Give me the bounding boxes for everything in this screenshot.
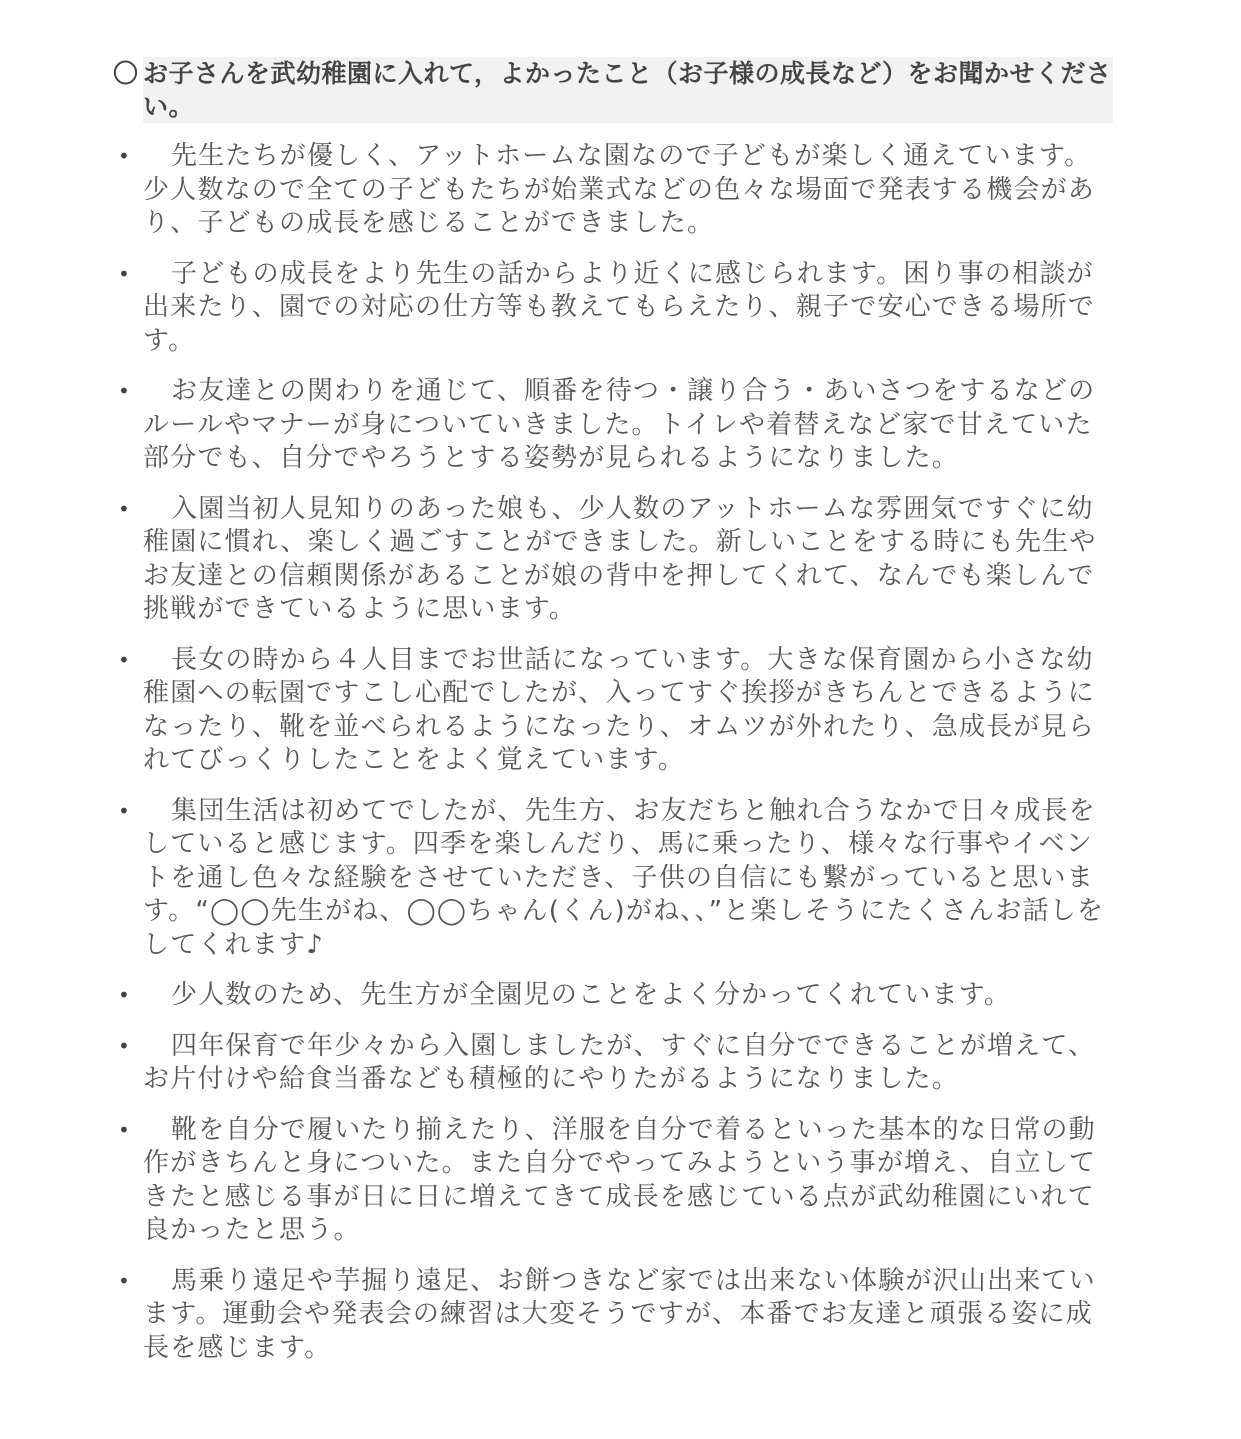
answer-text: 少人数のため、先生方が全園児のことをよく分かってくれています。 [171, 980, 1012, 1010]
answer-text: 子どもの成長をより先生の話からより近くに感じられます。困り事の相談が出来たり、園での対応の仕方等も教えてもらえたり、親子で安心できる場所です。 [143, 258, 1096, 356]
answer-item [118, 644, 1113, 778]
answer-text: 長女の時から４人目までお世話になっています。大きな保育園から小さな幼稚園への転園ですこし心配でしたが、入ってすぐ挨拶がきちんとできるようになったり、靴を並べられるようになったり、オムツが外れたり、急成長が見られてびっくりしたことをよく覚えています。 [143, 644, 1096, 775]
answer-text: 入園当初人見知りのあった娘も、少人数のアットホームな雰囲気ですぐに幼稚園に慣れ、楽しく過ごすことができました。新しいことをする時にも先生やお友達との信頼関係があることが娘の背中を押してくれて、なんでも楽しんで挑戦ができているように思います。 [143, 493, 1097, 624]
bullet-icon: • [118, 983, 130, 1007]
answer-item [118, 979, 1113, 1013]
answer-item [118, 1114, 1113, 1248]
answer-text: お友達との関わりを通じて、順番を待つ・譲り合う・あいさつをするなどのルールやマナーが身についていきました。トイレや着替えなど家で甘えていた部分でも、自分でやろうとする姿勢が見られるようになりました。 [143, 376, 1096, 473]
bullet-icon: • [118, 798, 130, 823]
answer-list [118, 140, 1113, 1382]
answer-text: 集団生活は初めてでしたが、先生方、お友だちと触れ合うなかで日々成長をしていると感じます。四季を楽しんだり、馬に乗ったり、様々な行事やイベントを通し色々な経験をさせていただき、子供の自信にも繋がっていると思います。“◯◯先生がね、◯◯ちゃん(くん)がね、、”と楽しそうにたくさんお話しをしてくれます♪ [143, 795, 1105, 960]
question-text: お子さんを武幼稚園に入れて，よかったこと（お子様の成長など）をお聞かせください。 [143, 59, 1112, 121]
bullet-icon: • [118, 496, 130, 521]
answer-item [118, 1030, 1113, 1097]
bullet-icon: • [118, 261, 130, 286]
answer-text: 靴を自分で履いたり揃えたり、洋服を自分で着るといった基本的な日常の動作がきちんと身についた。また自分でやってみようという事が増え、自立してきたと感じる事が日に日に増えてきて成長を感じている点が武幼稚園にいれて良かったと思う。 [143, 1114, 1097, 1245]
answer-item [118, 1265, 1113, 1366]
bullet-icon: • [118, 144, 130, 168]
answer-item [118, 140, 1113, 241]
bullet-icon: • [118, 647, 130, 672]
bullet-icon: • [118, 379, 130, 403]
bullet-icon: • [118, 1117, 130, 1142]
survey-question [113, 57, 1113, 123]
answer-text: 先生たちが優しく、アットホームな園なので子どもが楽しく通えています。少人数なので全ての子どもたちが始業式などの色々な場面で発表する機会があり、子どもの成長を感じることができました。 [143, 141, 1096, 238]
answer-item [118, 795, 1113, 963]
answer-text: 馬乗り遠足や芋掘り遠足、お餅つきなど家では出来ない体験が沢山出来ています。運動会や発表会の練習は大変そうですが、本番でお友達と頑張る姿に成長を感じます。 [143, 1265, 1096, 1363]
answer-item [118, 375, 1113, 476]
question-marker: 〇 [113, 59, 139, 88]
bullet-icon: • [118, 1268, 130, 1293]
bullet-icon: • [118, 1033, 130, 1058]
answer-item [118, 493, 1113, 627]
answer-text: 四年保育で年少々から入園しましたが、すぐに自分でできることが増えて、お片付けや給食当番なども積極的にやりたがるようになりました。 [143, 1030, 1096, 1094]
answer-item [118, 258, 1113, 359]
